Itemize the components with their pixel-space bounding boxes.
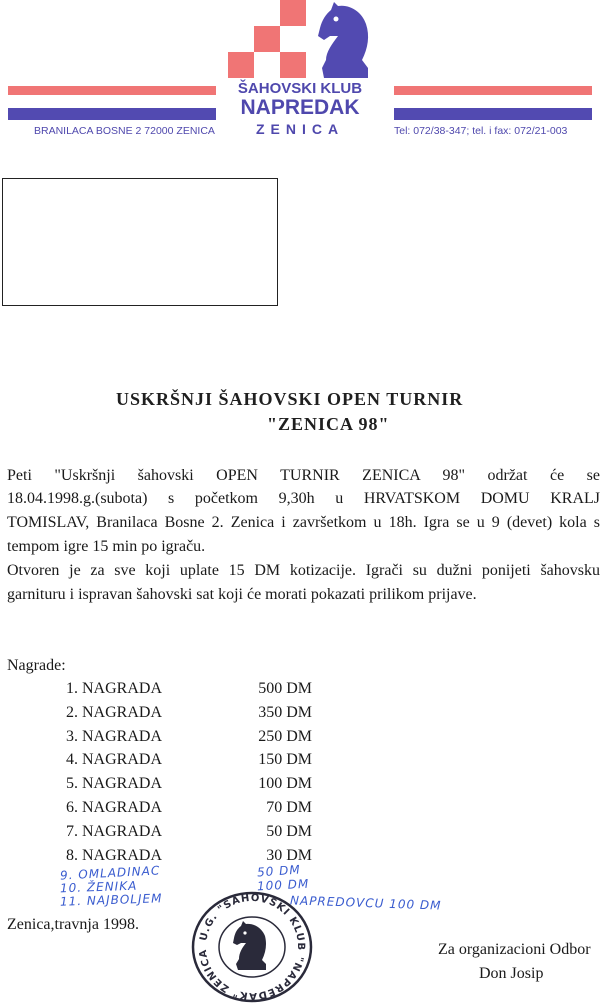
body-line: garnituru i ispravan šahovski sat koji će morati pokazati prilikom prijave. xyxy=(7,586,477,603)
prize-amount: 500 DM xyxy=(258,680,312,697)
letterhead-stripe-blue-left xyxy=(8,108,216,120)
prize-name: 5. NAGRADA xyxy=(66,775,162,792)
body-line: Otvoren je za sve koji uplate 15 DM kotizacije. Igrači su dužni ponijeti šahovsku xyxy=(7,562,600,579)
prize-name: 2. NAGRADA xyxy=(66,704,162,721)
handwritten-line: 9. OMLADINAC xyxy=(59,863,161,883)
prize-name: 6. NAGRADA xyxy=(66,799,162,816)
club-name-line2: NAPREDAK xyxy=(240,96,360,119)
signature-committee: Za organizacioni Odbor xyxy=(438,941,591,958)
body-line: 18.04.1998.g.(subota) s početkom 9,30h u HRVATSKOM DOMU KRALJ xyxy=(7,490,600,507)
prize-amount: 350 DM xyxy=(258,704,312,721)
prize-name: 1. NAGRADA xyxy=(66,680,162,697)
prize-amount: 50 DM xyxy=(266,823,312,840)
prize-amount: 250 DM xyxy=(258,728,312,745)
prize-name: 8. NAGRADA xyxy=(66,847,162,864)
stamp-ring-text: U.G. "ŠAHOVSKI KLUB "NAPREDAK" ZENICA xyxy=(197,892,307,1002)
handwritten-line: 10. ŽENIKA xyxy=(59,878,138,896)
club-phone: Tel: 072/38-347; tel. i fax: 072/21-003 xyxy=(394,125,568,137)
checkerboard-logo-icon xyxy=(226,0,308,78)
prize-amount: 70 DM xyxy=(266,799,312,816)
document-title-line1: USKRŠNJI ŠAHOVSKI OPEN TURNIR xyxy=(116,389,464,409)
club-stamp xyxy=(190,890,314,1004)
recipient-address-box xyxy=(2,178,278,306)
club-name-line1: ŠAHOVSKI KLUB xyxy=(237,80,363,97)
letterhead-stripe-red-right xyxy=(394,86,592,95)
signature-name: Don Josip xyxy=(479,965,544,982)
body-line: Peti "Uskršnji šahovski OPEN TURNIR ZENICA 98" održat će se xyxy=(7,467,600,484)
prize-amount: 100 DM xyxy=(258,775,312,792)
prize-name: 3. NAGRADA xyxy=(66,728,162,745)
knight-logo-icon xyxy=(316,2,374,80)
club-address: BRANILACA BOSNE 2 72000 ZENICA xyxy=(34,125,215,137)
prize-name: 7. NAGRADA xyxy=(66,823,162,840)
prize-heading: Nagrade: xyxy=(7,657,66,674)
letterhead-stripe-blue-right xyxy=(394,108,592,120)
handwritten-amount: 100 DM xyxy=(256,876,310,894)
document-title-line2: "ZENICA 98" xyxy=(267,414,390,434)
knight-stamp-icon xyxy=(233,921,266,970)
body-line: tempom igre 15 min po igraču. xyxy=(7,538,206,555)
prize-name: 4. NAGRADA xyxy=(66,751,162,768)
body-line: TOMISLAV, Branilaca Bosne 2. Zenica i završetkom u 18h. Igra se u 9 (devet) kola s xyxy=(7,514,600,531)
letterhead-stripe-red-left xyxy=(8,86,216,95)
prize-amount: 150 DM xyxy=(258,751,312,768)
handwritten-line: NAPREDOVCU 100 DM xyxy=(289,893,442,913)
handwritten-amount: 50 DM xyxy=(256,862,302,880)
prize-amount: 30 DM xyxy=(266,847,312,864)
club-name-line3: ZENICA xyxy=(255,121,345,137)
place-date: Zenica,travnja 1998. xyxy=(7,916,139,933)
handwritten-line: 11. NAJBOLJEM xyxy=(59,891,163,909)
